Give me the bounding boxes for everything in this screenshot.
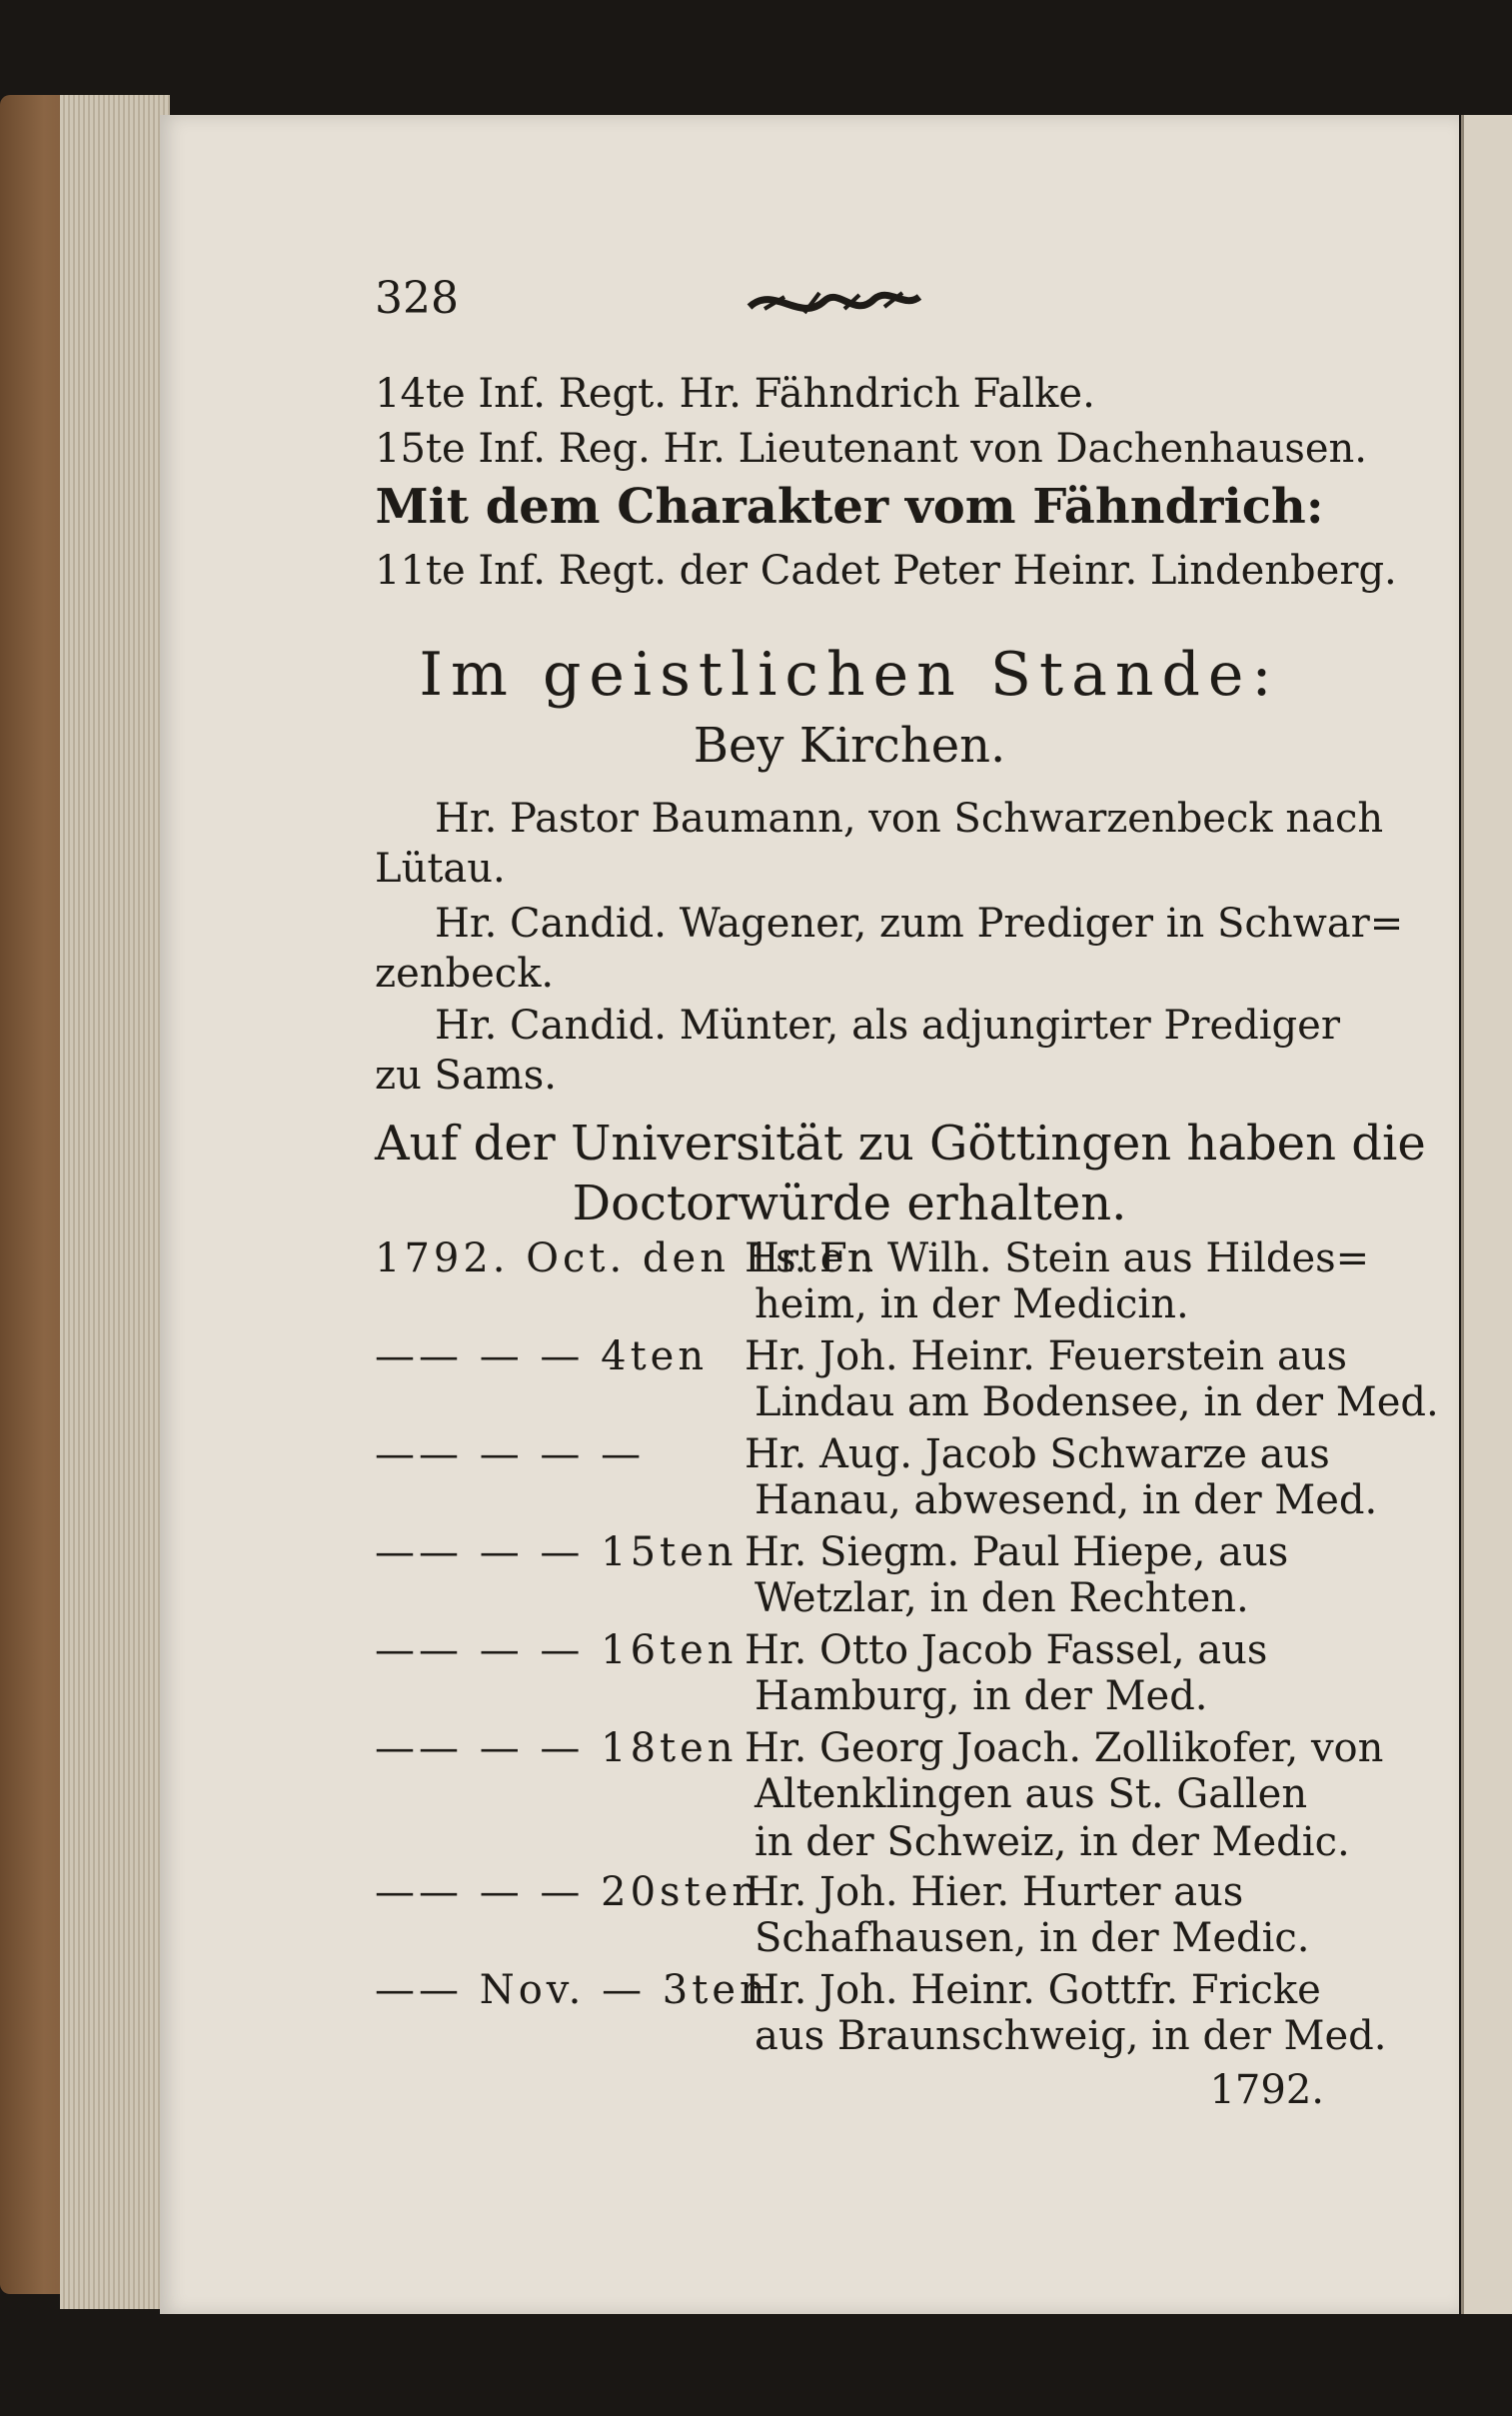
entry-date: 1792. Oct. den 1sten bbox=[375, 1235, 878, 1281]
section-subheading: Mit dem Charakter vom Fähndrich: bbox=[375, 479, 1324, 535]
entry-text: Lindau am Bodensee, in der Med. bbox=[755, 1379, 1439, 1425]
entry-date: —— — — 16ten bbox=[375, 1627, 738, 1673]
text-line: Hr. Pastor Baumann, von Schwarzenbeck nach bbox=[435, 796, 1384, 842]
text-line: Lütau. bbox=[375, 846, 506, 892]
section-subheading: Doctorwürde erhalten. bbox=[572, 1176, 1127, 1231]
text-line: zu Sams. bbox=[375, 1053, 557, 1099]
entry-date: —— — — 15ten bbox=[375, 1529, 738, 1575]
entry-text: Hr. Joh. Heinr. Feuerstein aus bbox=[745, 1333, 1348, 1379]
text-line: Hr. Candid. Wagener, zum Prediger in Schwar= bbox=[435, 901, 1404, 947]
entry-text: Altenklingen aus St. Gallen bbox=[755, 1771, 1308, 1817]
entry-text: Hr. Otto Jacob Fassel, aus bbox=[745, 1627, 1268, 1673]
text-line: 11te Inf. Regt. der Cadet Peter Heinr. Lindenberg. bbox=[375, 548, 1397, 594]
entry-text: in der Schweiz, in der Medic. bbox=[755, 1819, 1350, 1865]
entry-date: —— Nov. — 3ten bbox=[375, 1967, 769, 2013]
entry-text: Hamburg, in der Med. bbox=[755, 1673, 1208, 1719]
page-number: 328 bbox=[375, 273, 459, 324]
entry-text: Hr. Siegm. Paul Hiepe, aus bbox=[745, 1529, 1289, 1575]
entry-text: Wetzlar, in den Rechten. bbox=[755, 1575, 1249, 1621]
entry-text: Schafhausen, in der Medic. bbox=[755, 1915, 1310, 1961]
facing-page-edge bbox=[1461, 115, 1512, 2314]
entry-date: —— — — 18ten bbox=[375, 1725, 738, 1771]
catchword: 1792. bbox=[1209, 2067, 1324, 2113]
section-subheading: Auf der Universität zu Göttingen haben die bbox=[375, 1116, 1426, 1172]
entry-text: Hanau, abwesend, in der Med. bbox=[755, 1477, 1378, 1523]
text-line: Hr. Candid. Münter, als adjungirter Prediger bbox=[435, 1003, 1340, 1049]
entry-text: Hr. Fr. Wilh. Stein aus Hildes= bbox=[745, 1235, 1370, 1281]
text-line: zenbeck. bbox=[375, 951, 555, 997]
entry-text: Hr. Joh. Hier. Hurter aus bbox=[745, 1869, 1244, 1915]
text-line: 15te Inf. Reg. Hr. Lieutenant von Dachenhausen. bbox=[375, 426, 1368, 472]
decorative-flourish-icon bbox=[745, 279, 924, 329]
entry-date: —— — — 20sten bbox=[375, 1869, 762, 1915]
section-subheading: Bey Kirchen. bbox=[693, 718, 1006, 774]
entry-date: —— — — 4ten bbox=[375, 1333, 709, 1379]
entry-text: heim, in der Medicin. bbox=[755, 1281, 1189, 1327]
entry-text: aus Braunschweig, in der Med. bbox=[755, 2013, 1387, 2059]
page-stack bbox=[60, 95, 170, 2309]
entry-text: Hr. Georg Joach. Zollikofer, von bbox=[745, 1725, 1384, 1771]
text-line: 14te Inf. Regt. Hr. Fähndrich Falke. bbox=[375, 371, 1095, 417]
entry-date: —— — — — bbox=[375, 1431, 646, 1477]
entry-text: Hr. Aug. Jacob Schwarze aus bbox=[745, 1431, 1330, 1477]
entry-text: Hr. Joh. Heinr. Gottfr. Fricke bbox=[745, 1967, 1321, 2013]
section-heading: Im geistlichen Stande: bbox=[419, 640, 1280, 710]
